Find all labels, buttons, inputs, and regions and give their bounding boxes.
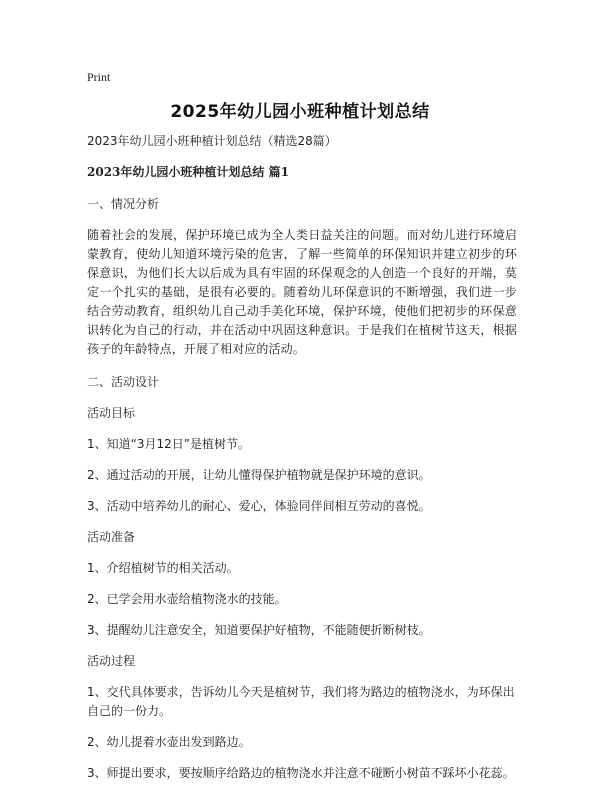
- document-body: [87, 132, 517, 795]
- document-title: 2025年幼儿园小班种植计划总结: [170, 102, 430, 122]
- section-heading: 2023年幼儿园小班种植计划总结 篇1: [87, 165, 289, 179]
- heading-activity-process: 活动过程: [87, 654, 136, 668]
- process-item-2: 2、幼儿提着水壶出发到路边。: [87, 735, 251, 749]
- heading-activity-design: 二、活动设计: [87, 375, 160, 389]
- print-label: Print: [87, 70, 111, 84]
- paragraph-situation-analysis: 随着社会的发展，保护环境已成为全人类日益关注的问题。而对幼儿进行环境启蒙教育，使幼儿知道环境污染的危害，了解一些简单的环保知识并建立初步的环保意识，为他们长大以后成为具有牢固的环保观念的人创造一个良好的开端，莫定一个扎实的基础，是很有必要的。随着幼儿环保意识的不断增强，我们进一步结合劳动教育，组织幼儿自己动手美化环境，保护环境，使他们把初步的环保意识转化为自己的行动，并在活动中巩固这种意识。于是我们在植树节这天，根据孩子的年龄特点，开展了相对应的活动。: [87, 228, 517, 356]
- goal-item-1: 1、知道“3月12日”是植树节。: [87, 437, 250, 451]
- process-item-1: 1、交代具体要求，告诉幼儿今天是植树节，我们将为路边的植物浇水，为环保出自己的一份力。: [87, 685, 515, 718]
- preparation-item-3: 3、提醒幼儿注意安全，知道要保护好植物，不能随便折断树枝。: [87, 623, 431, 637]
- preparation-item-2: 2、已学会用水壶给植物浇水的技能。: [87, 592, 287, 606]
- goal-item-3: 3、活动中培养幼儿的耐心、爱心，体验同伴间相互劳动的喜悦。: [87, 499, 431, 513]
- heading-activity-preparation: 活动准备: [87, 530, 136, 544]
- process-item-3: 3、师提出要求，要按顺序给路边的植物浇水并注意不碰断小树苗不踩坏小花蕊。: [87, 766, 515, 780]
- heading-situation-analysis: 一、情况分析: [87, 197, 160, 211]
- goal-item-2: 2、通过活动的开展，让幼儿懂得保护植物就是保护环境的意识。: [87, 468, 431, 482]
- document-subtitle: 2023年幼儿园小班种植计划总结（精选28篇）: [87, 134, 337, 148]
- preparation-item-1: 1、介绍植树节的相关活动。: [87, 561, 239, 575]
- heading-activity-goals: 活动目标: [87, 406, 136, 420]
